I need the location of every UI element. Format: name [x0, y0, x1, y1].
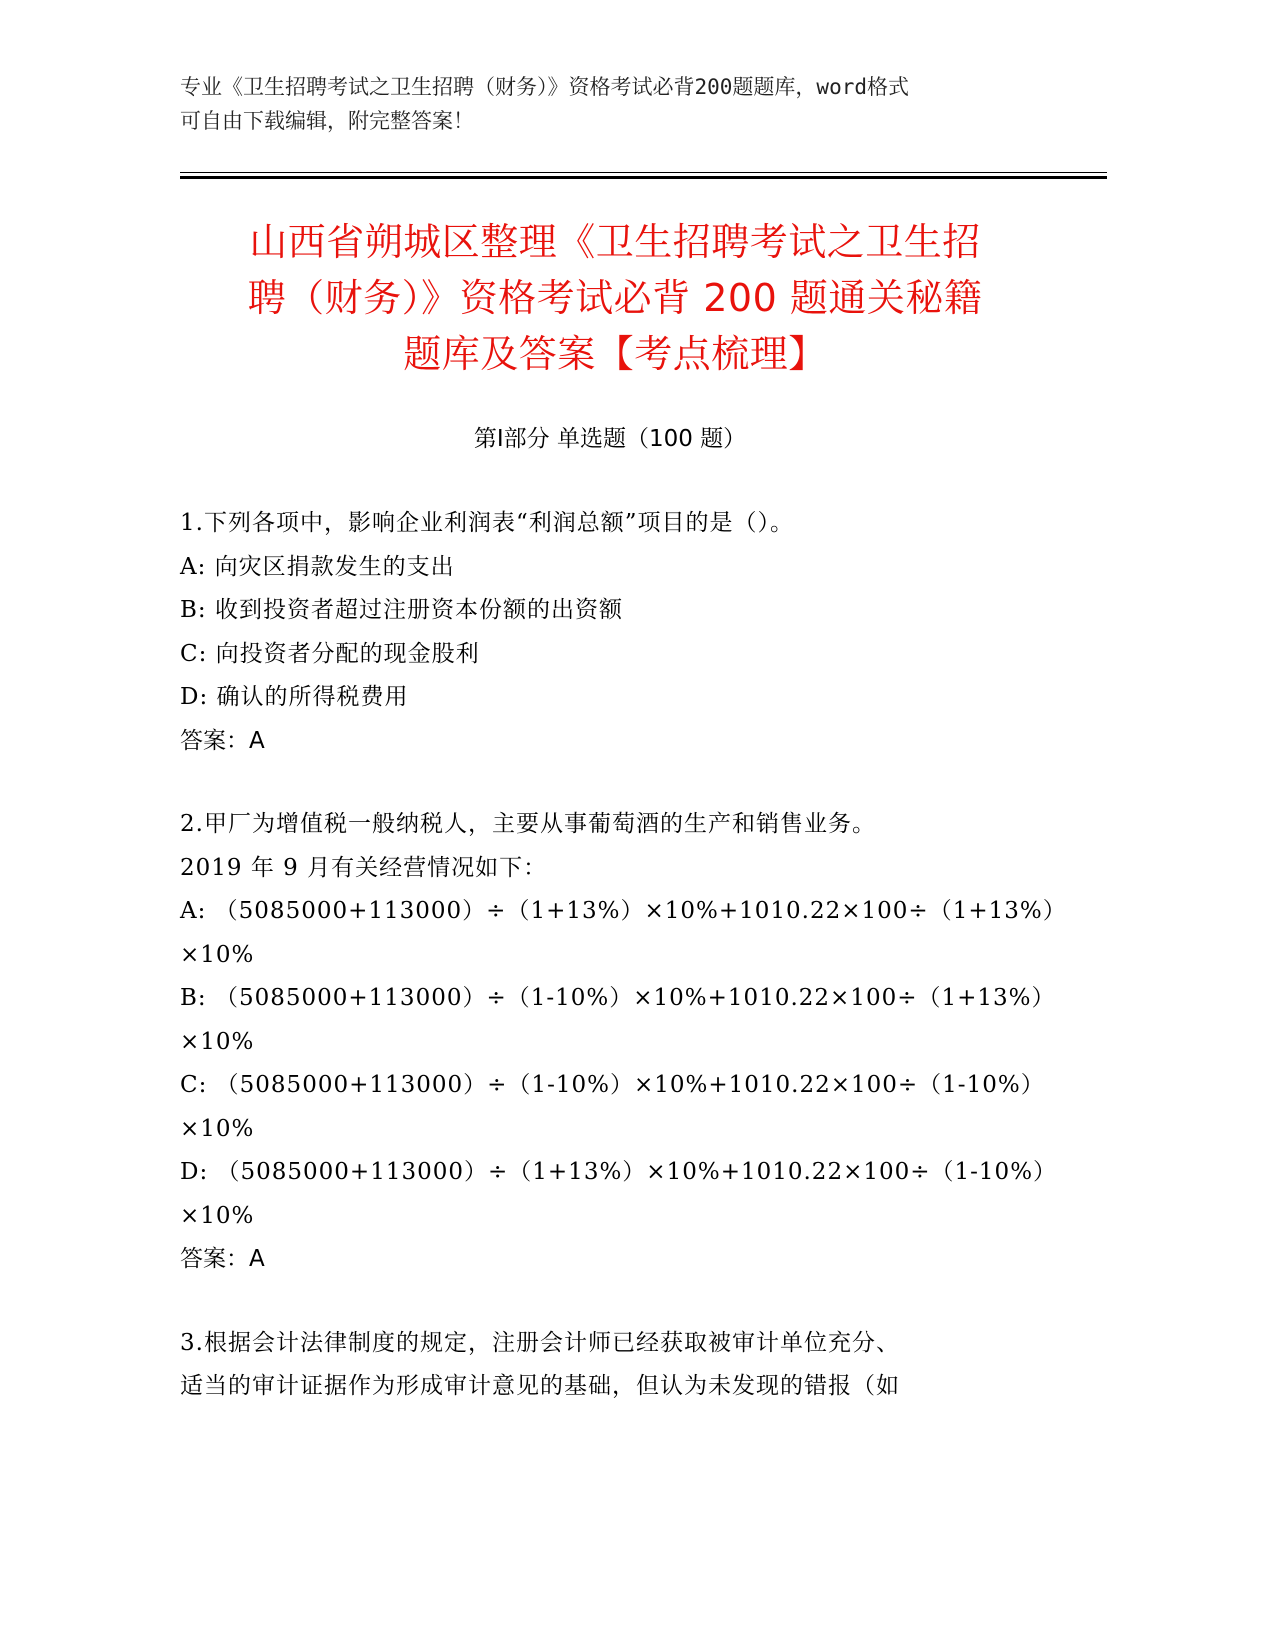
- option-a: A: 向灾区捐款发生的支出: [180, 553, 455, 580]
- document-title: [175, 214, 1055, 382]
- option-d: D: （5085000+113000）÷（1+13%）×10%+1010.22×100÷（1-10%）: [180, 1159, 1058, 1185]
- option-b: B: （5085000+113000）÷（1-10%）×10%+1010.22×100÷（1+13%）: [180, 985, 1056, 1011]
- option-b-continued: ×10%: [180, 1028, 255, 1055]
- question-stem: 3.根据会计法律制度的规定，注册会计师已经获取被审计单位充分、: [180, 1329, 900, 1356]
- document-title-line: 聘（财务）》资格考试必背 200 题通关秘籍: [247, 276, 983, 320]
- header-note-line: 可自由下载编辑，附完整答案！: [180, 109, 474, 133]
- question-2: [180, 803, 1110, 1282]
- question-list: [180, 502, 1110, 1449]
- question-1: [180, 502, 1110, 763]
- section-title: 第Ⅰ部分 单选题（100 题）: [473, 426, 747, 452]
- answer-line: 答案：A: [180, 1246, 265, 1272]
- question-3: [180, 1322, 1110, 1409]
- document-title-line: 题库及答案【考点梳理】: [403, 332, 827, 376]
- question-stem: 2019 年 9 月有关经营情况如下：: [180, 854, 548, 881]
- option-a: A: （5085000+113000）÷（1+13%）×10%+1010.22×100÷（1+13%）: [180, 898, 1067, 924]
- document-title-line: 山西省朔城区整理《卫生招聘考试之卫生招: [249, 220, 981, 264]
- question-stem: 1.下列各项中，影响企业利润表“利润总额”项目的是（）。: [180, 510, 794, 536]
- option-b: B: 收到投资者超过注册资本份额的出资额: [180, 597, 623, 623]
- option-c-continued: ×10%: [180, 1115, 255, 1142]
- header-note-line: 专业《卫生招聘考试之卫生招聘（财务）》资格考试必背200题题库，word格式: [180, 75, 909, 99]
- option-c: C: 向投资者分配的现金股利: [180, 640, 480, 667]
- answer-line: 答案：A: [180, 727, 265, 754]
- question-stem: 适当的审计证据作为形成审计意见的基础，但认为未发现的错报（如: [180, 1373, 900, 1399]
- option-a-continued: ×10%: [180, 941, 255, 968]
- option-d-continued: ×10%: [180, 1202, 255, 1229]
- header-note: [180, 70, 1080, 138]
- header-divider-thick: [180, 176, 1107, 179]
- question-stem: 2.甲厂为增值税一般纳税人，主要从事葡萄酒的生产和销售业务。: [180, 811, 876, 837]
- option-c: C: （5085000+113000）÷（1-10%）×10%+1010.22×100÷（1-10%）: [180, 1072, 1045, 1098]
- option-d: D: 确认的所得税费用: [180, 684, 409, 710]
- header-divider-thin: [180, 172, 1107, 173]
